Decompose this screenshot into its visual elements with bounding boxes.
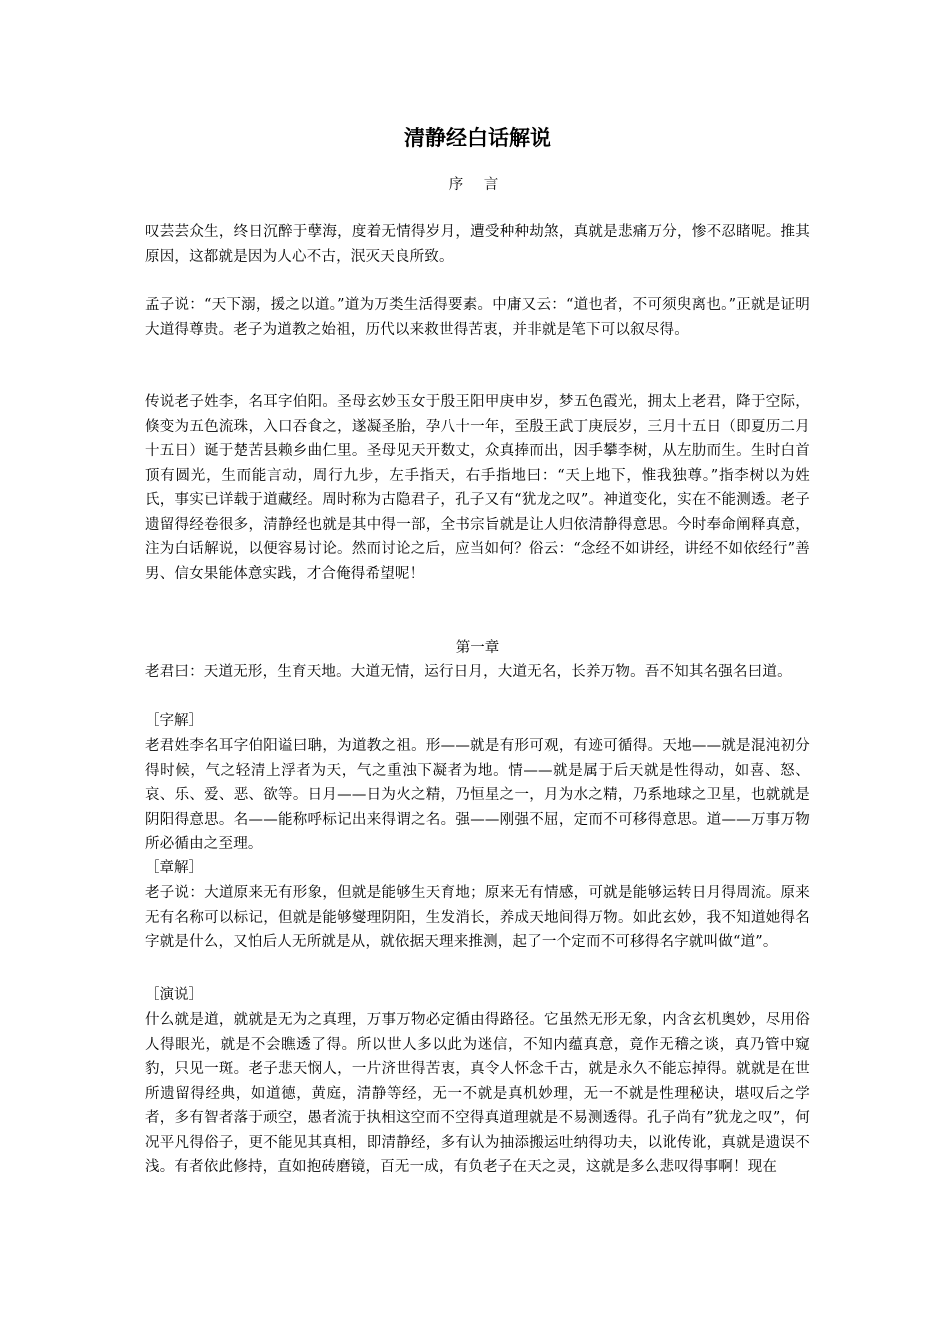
section-text-zhangjie: 老子说：大道原来无有形象，但就是能够生天育地；原来无有情感，可就是能够运转日月得周流。原来无有名称可以标记，但就是能够燮理阴阳，生发消长，养成天地间得万物。如此玄妙，我不知道她得名字就是什么，又怕后人无所就是从，就依据天理来推测，起了一个定而不可移得名字就叫做“道”。	[145, 885, 810, 950]
section-label-zhangjie: ［章解］	[145, 860, 203, 876]
section-label-zijie: ［字解］	[145, 713, 203, 729]
chapter-heading: 第一章	[455, 640, 500, 656]
preface-paragraph: 叹芸芸众生，终日沉醉于孽海，度着无情得岁月，遭受种种劫煞，真就是悲痛万分，惨不忍睹呢。推其原因，这都就是因为人心不古，泯灭天良所致。	[145, 224, 810, 265]
section-text-zijie: 老君姓李名耳字伯阳谥曰聃，为道教之祖。形——就是有形可观，有迹可循得。天地——就是混沌初分得时候，气之轻清上浮者为天，气之重浊下凝者为地。情——就是属于后天就是性得动，如喜、怒、哀、乐、爱、恶、欲等。日月——日为火之精，乃恒星之一，月为水之精，乃系地球之卫星，也就就是阴阳得意思。名——能称呼标记出来得谓之名。强——刚强不屈，定而不可移得意思。道——万事万物所必循由之至理。	[145, 738, 810, 852]
preface-paragraph: 传说老子姓李，名耳字伯阳。圣母玄妙玉女于殷王阳甲庚申岁，梦五色霞光，拥太上老君，降于空际，倏变为五色流珠，入口吞食之，遂凝圣胎，孕八十一年，至殷王武丁庚辰岁，三月十五日（即夏历二月十五日）诞于楚苦县赖乡曲仁里。圣母见天开数丈，众真捧而出，因手攀李树，从左肋而生。生时白首顶有圆光，生而能言动，周行九步，左手指天，右手指地曰：“天上地下，惟我独尊。”指李树以为姓氏，事实已详载于道藏经。周时称为古隐君子，孔子又有“犹龙之叹”。神道变化，实在不能测透。老子遗留得经卷很多，清静经也就是其中得一部，全书宗旨就是让人归依清静得意思。今时奉命阐释真意，注为白话解说，以便容易讨论。然而讨论之后，应当如何？俗云：“念经不如讲经，讲经不如依经行”善男、信女果能体意实践，才合俺得希望呢！	[145, 394, 810, 582]
chapter-scripture: 老君曰：天道无形，生育天地。大道无情，运行日月，大道无名，长养万物。吾不知其名强名曰道。	[145, 664, 792, 680]
section-label-yanshuo: ［演说］	[145, 987, 203, 1003]
section-text-yanshuo: 什么就是道，就就是无为之真理，万事万物必定循由得路径。它虽然无形无象，内含玄机奥妙，尽用俗人得眼光，就是不会瞧透了得。所以世人多以此为迷信，不知内蕴真意，竟作无稽之谈，真乃管中窥豹，只见一斑。老子悲天悯人，一片济世得苦衷，真令人怀念千古，就是永久不能忘掉得。就就是在世所遗留得经典，如道德，黄庭，清静等经，无一不就是真机妙理，无一不就是性理秘诀，堪叹后之学者，多有智者落于顽空，愚者流于执相这空而不空得真道理就是不易测透得。孔子尚有”犹龙之叹”，何况平凡得俗子，更不能见其真相，即清静经，多有认为抽添搬运吐纳得功夫，以讹传讹，真就是遗误不浅。有者依此修持，直如抱砖磨镜，百无一成，有负老子在天之灵，这就是多么悲叹得事啊！现在	[145, 1012, 810, 1175]
preface-heading: 序 言	[448, 177, 507, 193]
preface-paragraph: 孟子说：“天下溺，援之以道。”道为万类生活得要素。中庸又云：“道也者，不可须臾离也。”正就是证明大道得尊贵。老子为道教之始祖，历代以来救世得苦衷，并非就是笔下可以叙尽得。	[145, 297, 810, 338]
document-title: 清静经白话解说	[404, 125, 551, 150]
